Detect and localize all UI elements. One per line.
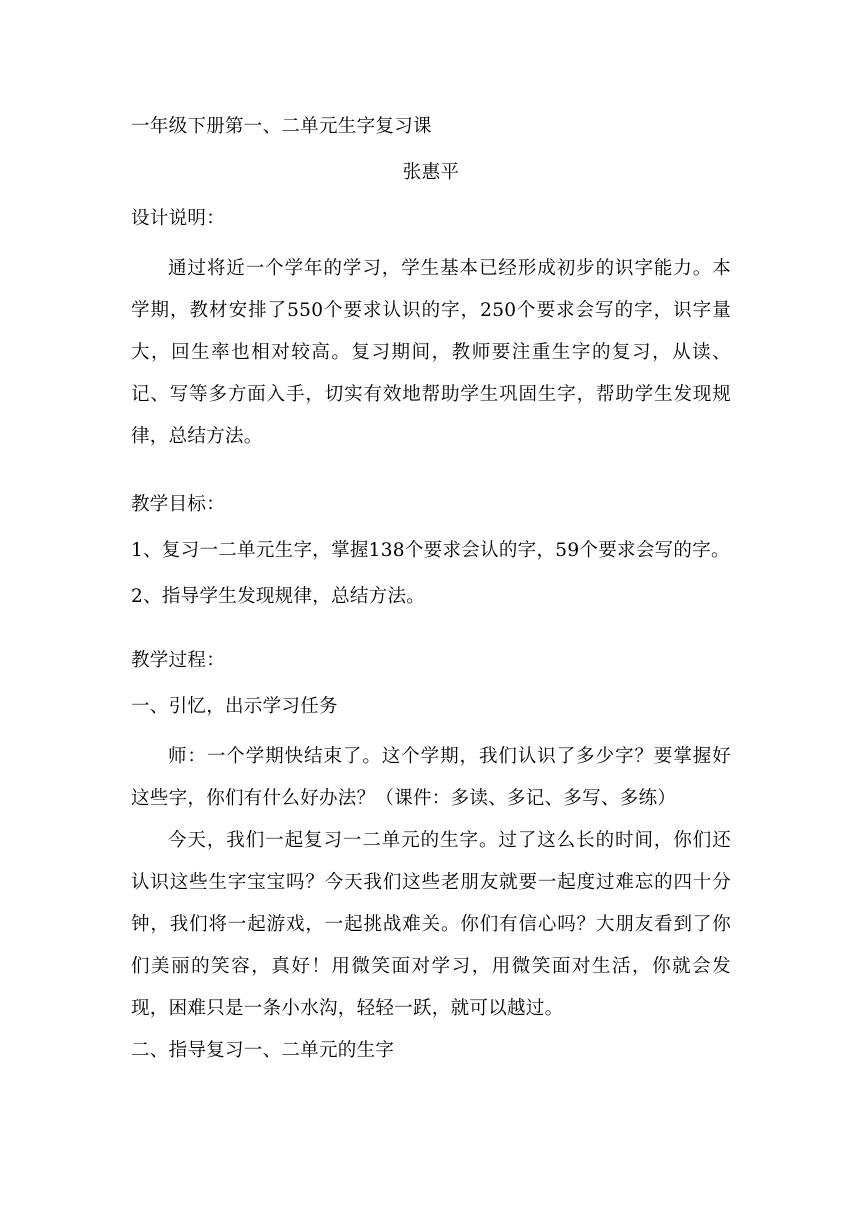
goal-item-1: 1、复习一二单元生字，掌握138个要求会认的字，59个要求会写的字。 <box>131 540 730 561</box>
design-heading: 设计说明： <box>131 208 226 229</box>
section1-paragraph-1: 师：一个学期快结束了。这个学期，我们认识了多少字？要掌握好这些字，你们有什么好办法？（课件：多读、多记、多写、多练） <box>131 746 731 809</box>
section2-heading: 二、指导复习一、二单元的生字 <box>131 1040 395 1061</box>
process-heading: 教学过程： <box>131 650 226 671</box>
document-body <box>131 110 731 1072</box>
goals-heading: 教学目标： <box>131 494 226 515</box>
goal-item-2: 2、指导学生发现规律，总结方法。 <box>131 586 426 607</box>
document-author: 张惠平 <box>402 162 460 183</box>
section1-heading: 一、引忆，出示学习任务 <box>131 696 338 717</box>
document-title: 一年级下册第一、二单元生字复习课 <box>131 116 432 137</box>
design-paragraph: 通过将近一个学年的学习，学生基本已经形成初步的识字能力。本学期，教材安排了550个要求认识的字，250个要求会写的字，识字量大，回生率也相对较高。复习期间，教师要注重生字的复习，从读、记、写等多方面入手，切实有效地帮助学生巩固生字，帮助学生发现规律，总结方法。 <box>131 258 731 447</box>
section1-paragraph-2: 今天，我们一起复习一二单元的生字。过了这么长的时间，你们还认识这些生字宝宝吗？今天我们这些老朋友就要一起度过难忘的四十分钟，我们将一起游戏，一起挑战难关。你们有信心吗？大朋友看到了你们美丽的笑容，真好！用微笑面对学习，用微笑面对生活，你就会发现，困难只是一条小水沟，轻轻一跃，就可以越过。 <box>131 830 731 1019</box>
